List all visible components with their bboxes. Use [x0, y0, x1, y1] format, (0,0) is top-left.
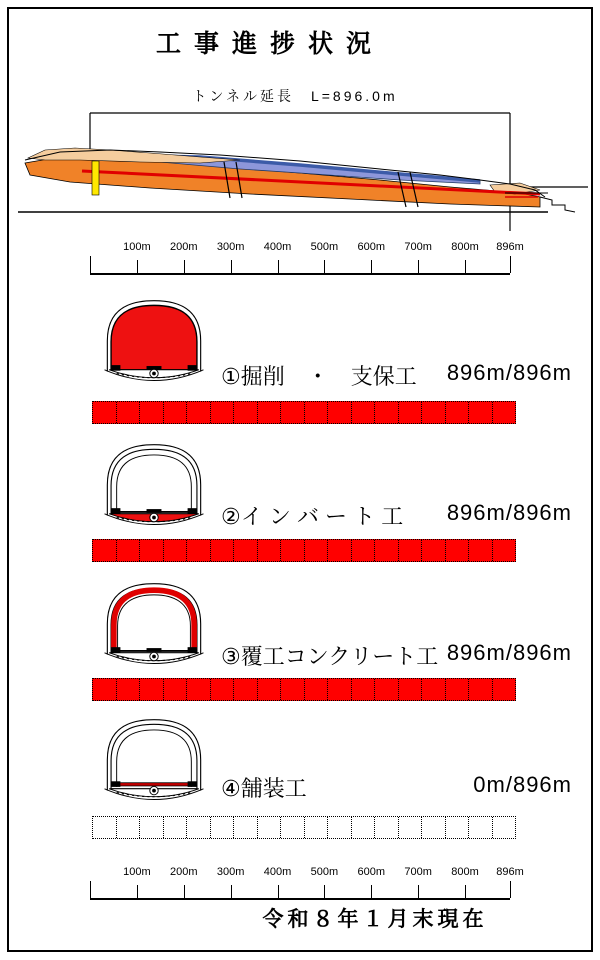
- progress-bar-segment: [399, 540, 423, 561]
- progress-bar-segment: [352, 817, 376, 838]
- progress-bar-segment: [258, 679, 282, 700]
- progress-bar-segment: [117, 540, 141, 561]
- progress-bar-segment: [93, 817, 117, 838]
- progress-bar-segment: [469, 540, 493, 561]
- ruler-tick-label: 100m: [123, 241, 151, 253]
- ruler-tick: [465, 885, 466, 898]
- ruler-tick: [324, 885, 325, 898]
- progress-bar-segment: [140, 679, 164, 700]
- ruler-tick-label: 700m: [404, 866, 432, 878]
- progress-bar-segment: [117, 679, 141, 700]
- ruler-tick: [137, 260, 138, 273]
- progress-bar-segment: [281, 817, 305, 838]
- progress-bar-segment: [234, 679, 258, 700]
- yellow-marker: [92, 161, 99, 195]
- ruler-tick: [371, 885, 372, 898]
- row-value-excavation: 896m/896m: [446, 360, 572, 385]
- ruler-tick: [231, 885, 232, 898]
- ruler-tick: [324, 260, 325, 273]
- ruler-tick-label: 300m: [216, 866, 245, 878]
- progress-bar-segment: [493, 540, 516, 561]
- progress-bar-segment: [164, 679, 188, 700]
- progress-bar-segment: [234, 817, 258, 838]
- ruler-tick: [418, 885, 419, 898]
- ruler-tick: [510, 881, 511, 898]
- row-label-pavement: ④舗装工: [221, 776, 307, 801]
- progress-bar-segment: [328, 540, 352, 561]
- as-of-date: 令和８年１月末現在: [262, 908, 488, 931]
- progress-bar-segment: [258, 540, 282, 561]
- ruler-tick-label: 300m: [216, 241, 245, 253]
- row-value-invert: 896m/896m: [446, 500, 572, 525]
- scale-ruler-bottom: [90, 866, 524, 900]
- ruler-tick: [371, 260, 372, 273]
- progress-bar-segment: [375, 679, 399, 700]
- progress-bar-segment: [352, 679, 376, 700]
- progress-bar-segment: [258, 402, 282, 423]
- progress-bar-segment: [187, 817, 211, 838]
- progress-bar-segment: [281, 679, 305, 700]
- progress-bar-segment: [446, 402, 470, 423]
- ruler-tick-label: 800m: [451, 866, 479, 878]
- progress-bar-segment: [422, 402, 446, 423]
- progress-bar-segment: [375, 817, 399, 838]
- progress-bar-segment: [328, 817, 352, 838]
- progress-bar-segment: [164, 402, 188, 423]
- tunnel-icon-pavement: [98, 717, 210, 812]
- tunnel-icon-invert: [98, 442, 210, 537]
- progress-bar-segment: [305, 679, 329, 700]
- tunnel-icon-excavation: [98, 298, 210, 393]
- progress-bar-segment: [422, 817, 446, 838]
- progress-bar-segment: [140, 817, 164, 838]
- progress-bar-segment: [493, 402, 516, 423]
- progress-bar-segment: [469, 817, 493, 838]
- ruler-tick-label: 400m: [263, 241, 292, 253]
- progress-bar-segment: [446, 540, 470, 561]
- ruler-tick-label: 200m: [169, 241, 198, 253]
- progress-bar-segment: [305, 402, 329, 423]
- progress-bar-segment: [187, 402, 211, 423]
- progress-bar-segment: [375, 402, 399, 423]
- ruler-tick-label: 600m: [357, 241, 386, 253]
- progress-bar-segment: [493, 817, 516, 838]
- progress-bar-segment: [422, 540, 446, 561]
- progress-bar-segment: [140, 402, 164, 423]
- page-title: 工事進捗状況: [155, 30, 384, 58]
- ruler-tick: [418, 260, 419, 273]
- progress-bar-segment: [164, 817, 188, 838]
- progress-bar-segment: [422, 679, 446, 700]
- progress-bar-segment: [352, 402, 376, 423]
- progress-bar-segment: [117, 817, 141, 838]
- progress-bar-segment: [211, 402, 235, 423]
- progress-bar-segment: [328, 679, 352, 700]
- progress-bar-segment: [93, 679, 117, 700]
- progress-bar-segment: [187, 679, 211, 700]
- progress-bar-segment: [446, 679, 470, 700]
- row-label-excavation: ①掘削 ・ 支保工: [221, 364, 417, 389]
- progress-bar-segment: [187, 540, 211, 561]
- ruler-tick-label: 100m: [123, 866, 151, 878]
- progress-bar-segment: [469, 402, 493, 423]
- progress-bar-segment: [493, 679, 516, 700]
- progress-bar-segment: [281, 402, 305, 423]
- progress-bar-segment: [375, 540, 399, 561]
- progress-bar-segment: [305, 540, 329, 561]
- ruler-tick: [278, 885, 279, 898]
- progress-bar-lining: [92, 678, 516, 701]
- ruler-tick: [90, 881, 91, 898]
- ruler-tick-label: 600m: [357, 866, 386, 878]
- ruler-tick-label: 896m: [496, 241, 524, 253]
- progress-bar-segment: [469, 679, 493, 700]
- ruler-tick-label: 700m: [404, 241, 432, 253]
- progress-bar-segment: [234, 402, 258, 423]
- progress-bar-segment: [305, 817, 329, 838]
- ruler-tick: [137, 885, 138, 898]
- progress-bar-segment: [211, 679, 235, 700]
- progress-bar-excavation: [92, 401, 516, 424]
- progress-bar-segment: [399, 817, 423, 838]
- ruler-tick: [90, 256, 91, 273]
- tunnel-length-label: トンネル延長 L=896.0m: [192, 88, 398, 104]
- ruler-tick: [278, 260, 279, 273]
- ruler-tick: [184, 260, 185, 273]
- progress-bar-segment: [446, 817, 470, 838]
- ruler-tick: [465, 260, 466, 273]
- progress-bar-segment: [93, 402, 117, 423]
- ruler-tick-label: 896m: [496, 866, 524, 878]
- progress-bar-segment: [399, 679, 423, 700]
- tunnel-icon-lining: [98, 581, 210, 676]
- ruler-tick-label: 400m: [263, 866, 292, 878]
- row-value-lining: 896m/896m: [446, 640, 572, 665]
- progress-bar-segment: [93, 540, 117, 561]
- ruler-tick: [510, 256, 511, 273]
- progress-bar-pavement: [92, 816, 516, 839]
- progress-bar-segment: [211, 540, 235, 561]
- row-label-lining: ③覆工コンクリート工: [221, 644, 439, 669]
- progress-bar-segment: [281, 540, 305, 561]
- progress-bar-segment: [352, 540, 376, 561]
- progress-bar-segment: [164, 540, 188, 561]
- progress-bar-segment: [399, 402, 423, 423]
- row-value-pavement: 0m/896m: [473, 772, 572, 797]
- progress-bar-segment: [140, 540, 164, 561]
- progress-bar-invert: [92, 539, 516, 562]
- ruler-tick-label: 800m: [451, 241, 479, 253]
- ruler-tick-label: 500m: [310, 241, 339, 253]
- ruler-tick-label: 500m: [310, 866, 339, 878]
- progress-bar-segment: [117, 402, 141, 423]
- progress-bar-segment: [258, 817, 282, 838]
- progress-bar-segment: [234, 540, 258, 561]
- scale-ruler-top: [90, 241, 524, 275]
- ruler-tick: [184, 885, 185, 898]
- ruler-tick: [231, 260, 232, 273]
- ruler-tick-label: 200m: [169, 866, 198, 878]
- tunnel-profile-diagram: [0, 105, 600, 240]
- row-label-invert: ②イ ン バ ー ト 工: [221, 504, 404, 529]
- progress-bar-segment: [211, 817, 235, 838]
- progress-bar-segment: [328, 402, 352, 423]
